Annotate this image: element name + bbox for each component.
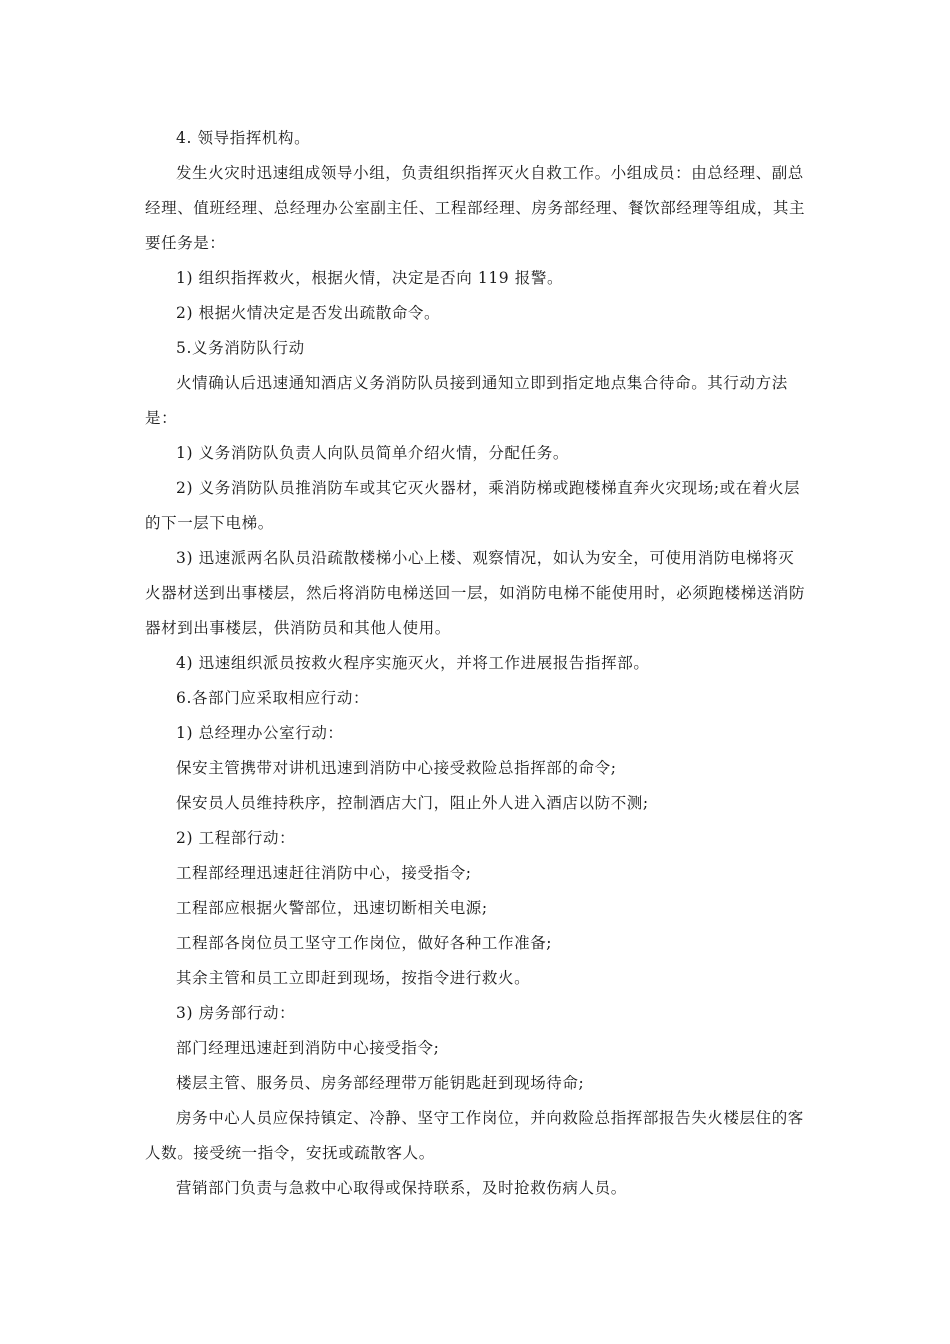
list-item: 2) 义务消防队员推消防车或其它灭火器材，乘消防梯或跑楼梯直奔火灾现场;或在着火层的下一层下电梯。 <box>145 479 801 532</box>
list-item: 2) 根据火情决定是否发出疏散命令。 <box>176 304 441 322</box>
list-item: 1) 义务消防队负责人向队员简单介绍火情，分配任务。 <box>176 444 569 462</box>
paragraph: 火情确认后迅速通知酒店义务消防队员接到通知立即到指定地点集合待命。其行动方法是： <box>145 374 788 427</box>
paragraph: 工程部应根据火警部位，迅速切断相关电源; <box>176 899 488 917</box>
section-heading: 5.义务消防队行动 <box>176 339 305 357</box>
sub-heading: 1) 总经理办公室行动： <box>176 724 344 742</box>
sub-heading: 3) 房务部行动： <box>176 1004 296 1022</box>
paragraph: 楼层主管、服务员、房务部经理带万能钥匙赶到现场待命; <box>176 1074 585 1092</box>
paragraph: 工程部经理迅速赶往消防中心，接受指令; <box>176 864 472 882</box>
sub-heading: 2) 工程部行动： <box>176 829 296 847</box>
document-body <box>145 121 810 1206</box>
paragraph: 工程部各岗位员工坚守工作岗位，做好各种工作准备; <box>176 934 553 952</box>
list-item: 1) 组织指挥救火，根据火情，决定是否向 119 报警。 <box>176 269 564 287</box>
list-item: 3) 迅速派两名队员沿疏散楼梯小心上楼、观察情况，如认为安全，可使用消防电梯将灭火器材送到出事楼层，然后将消防电梯送回一层，如消防电梯不能使用时，必须跑楼梯送消防器材到出事楼层，供消防员和其他人使用。 <box>145 549 806 637</box>
paragraph: 房务中心人员应保持镇定、冷静、坚守工作岗位，并向救险总指挥部报告失火楼层住的客人数。接受统一指令，安抚或疏散客人。 <box>145 1109 804 1162</box>
paragraph: 保安主管携带对讲机迅速到消防中心接受救险总指挥部的命令; <box>176 759 617 777</box>
paragraph: 营销部门负责与急救中心取得或保持联系，及时抢救伤病人员。 <box>176 1179 627 1197</box>
paragraph: 部门经理迅速赶到消防中心接受指令; <box>176 1039 440 1057</box>
paragraph: 发生火灾时迅速组成领导小组，负责组织指挥灭火自救工作。小组成员：由总经理、副总经理、值班经理、总经理办公室副主任、工程部经理、房务部经理、餐饮部经理等组成，其主要任务是： <box>145 164 806 252</box>
section-heading: 6.各部门应采取相应行动： <box>176 689 370 707</box>
paragraph: 其余主管和员工立即赶到现场，按指令进行救火。 <box>176 969 531 987</box>
section-heading: 4. 领导指挥机构。 <box>176 129 311 147</box>
paragraph: 保安员人员维持秩序，控制酒店大门，阻止外人进入酒店以防不测; <box>176 794 649 812</box>
list-item: 4) 迅速组织派员按救火程序实施灭火，并将工作进展报告指挥部。 <box>176 654 650 672</box>
